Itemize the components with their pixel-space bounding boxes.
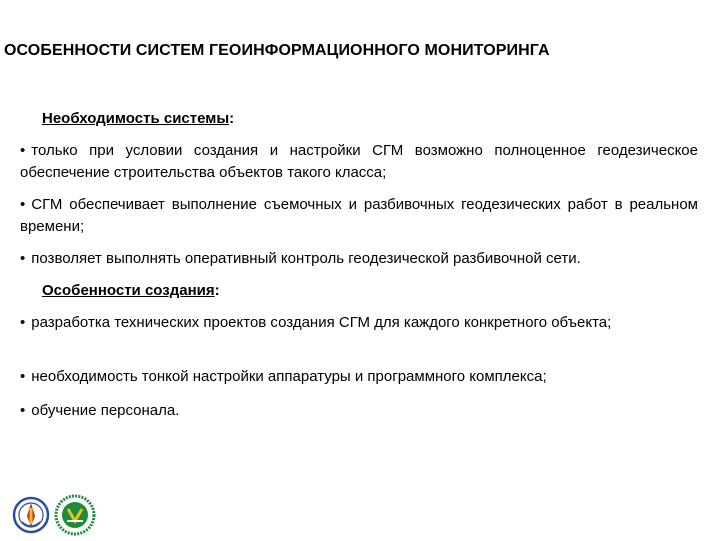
section-heading-colon: :: [229, 110, 235, 127]
page-title: ОСОБЕННОСТИ СИСТЕМ ГЕОИНФОРМАЦИОННОГО МОНИТОРИНГА: [4, 42, 550, 59]
list-item-text: только при условии создания и настройки СГМ возможно полноценное геодезическое обеспечение строительства объектов такого класса;: [20, 142, 698, 181]
section-heading-features: [42, 282, 220, 299]
list-item-text: СГМ обеспечивает выполнение съемочных и разбивочных геодезических работ в реальном времени;: [20, 196, 698, 235]
section-heading-text: Необходимость системы: [42, 110, 230, 127]
list-item: [20, 312, 698, 334]
list-item: [20, 194, 698, 238]
section-heading-necessity: [42, 110, 234, 127]
list-item: [20, 400, 698, 422]
bullet-dot: •: [20, 142, 26, 159]
list-item-text: позволяет выполнять оперативный контроль геодезической разбивочной сети.: [31, 250, 581, 267]
bullet-dot: •: [20, 368, 26, 385]
list-item-text: обучение персонала.: [31, 402, 180, 419]
bullet-dot: •: [20, 402, 26, 419]
green-seal-icon: [54, 494, 96, 536]
section-heading-colon: :: [214, 282, 220, 299]
bullet-dot: •: [20, 196, 26, 213]
bullet-dot: •: [20, 250, 26, 267]
section-heading-text: Особенности создания: [42, 282, 215, 299]
list-item: [20, 248, 698, 270]
list-item-text: разработка технических проектов создания СГМ для каждого конкретного объекта;: [31, 314, 612, 331]
organization-emblem-icon: [12, 494, 50, 536]
bullet-dot: •: [20, 314, 26, 331]
list-item: [20, 140, 698, 184]
list-item: [20, 366, 698, 388]
list-item-text: необходимость тонкой настройки аппаратуры и программного комплекса;: [31, 368, 547, 385]
